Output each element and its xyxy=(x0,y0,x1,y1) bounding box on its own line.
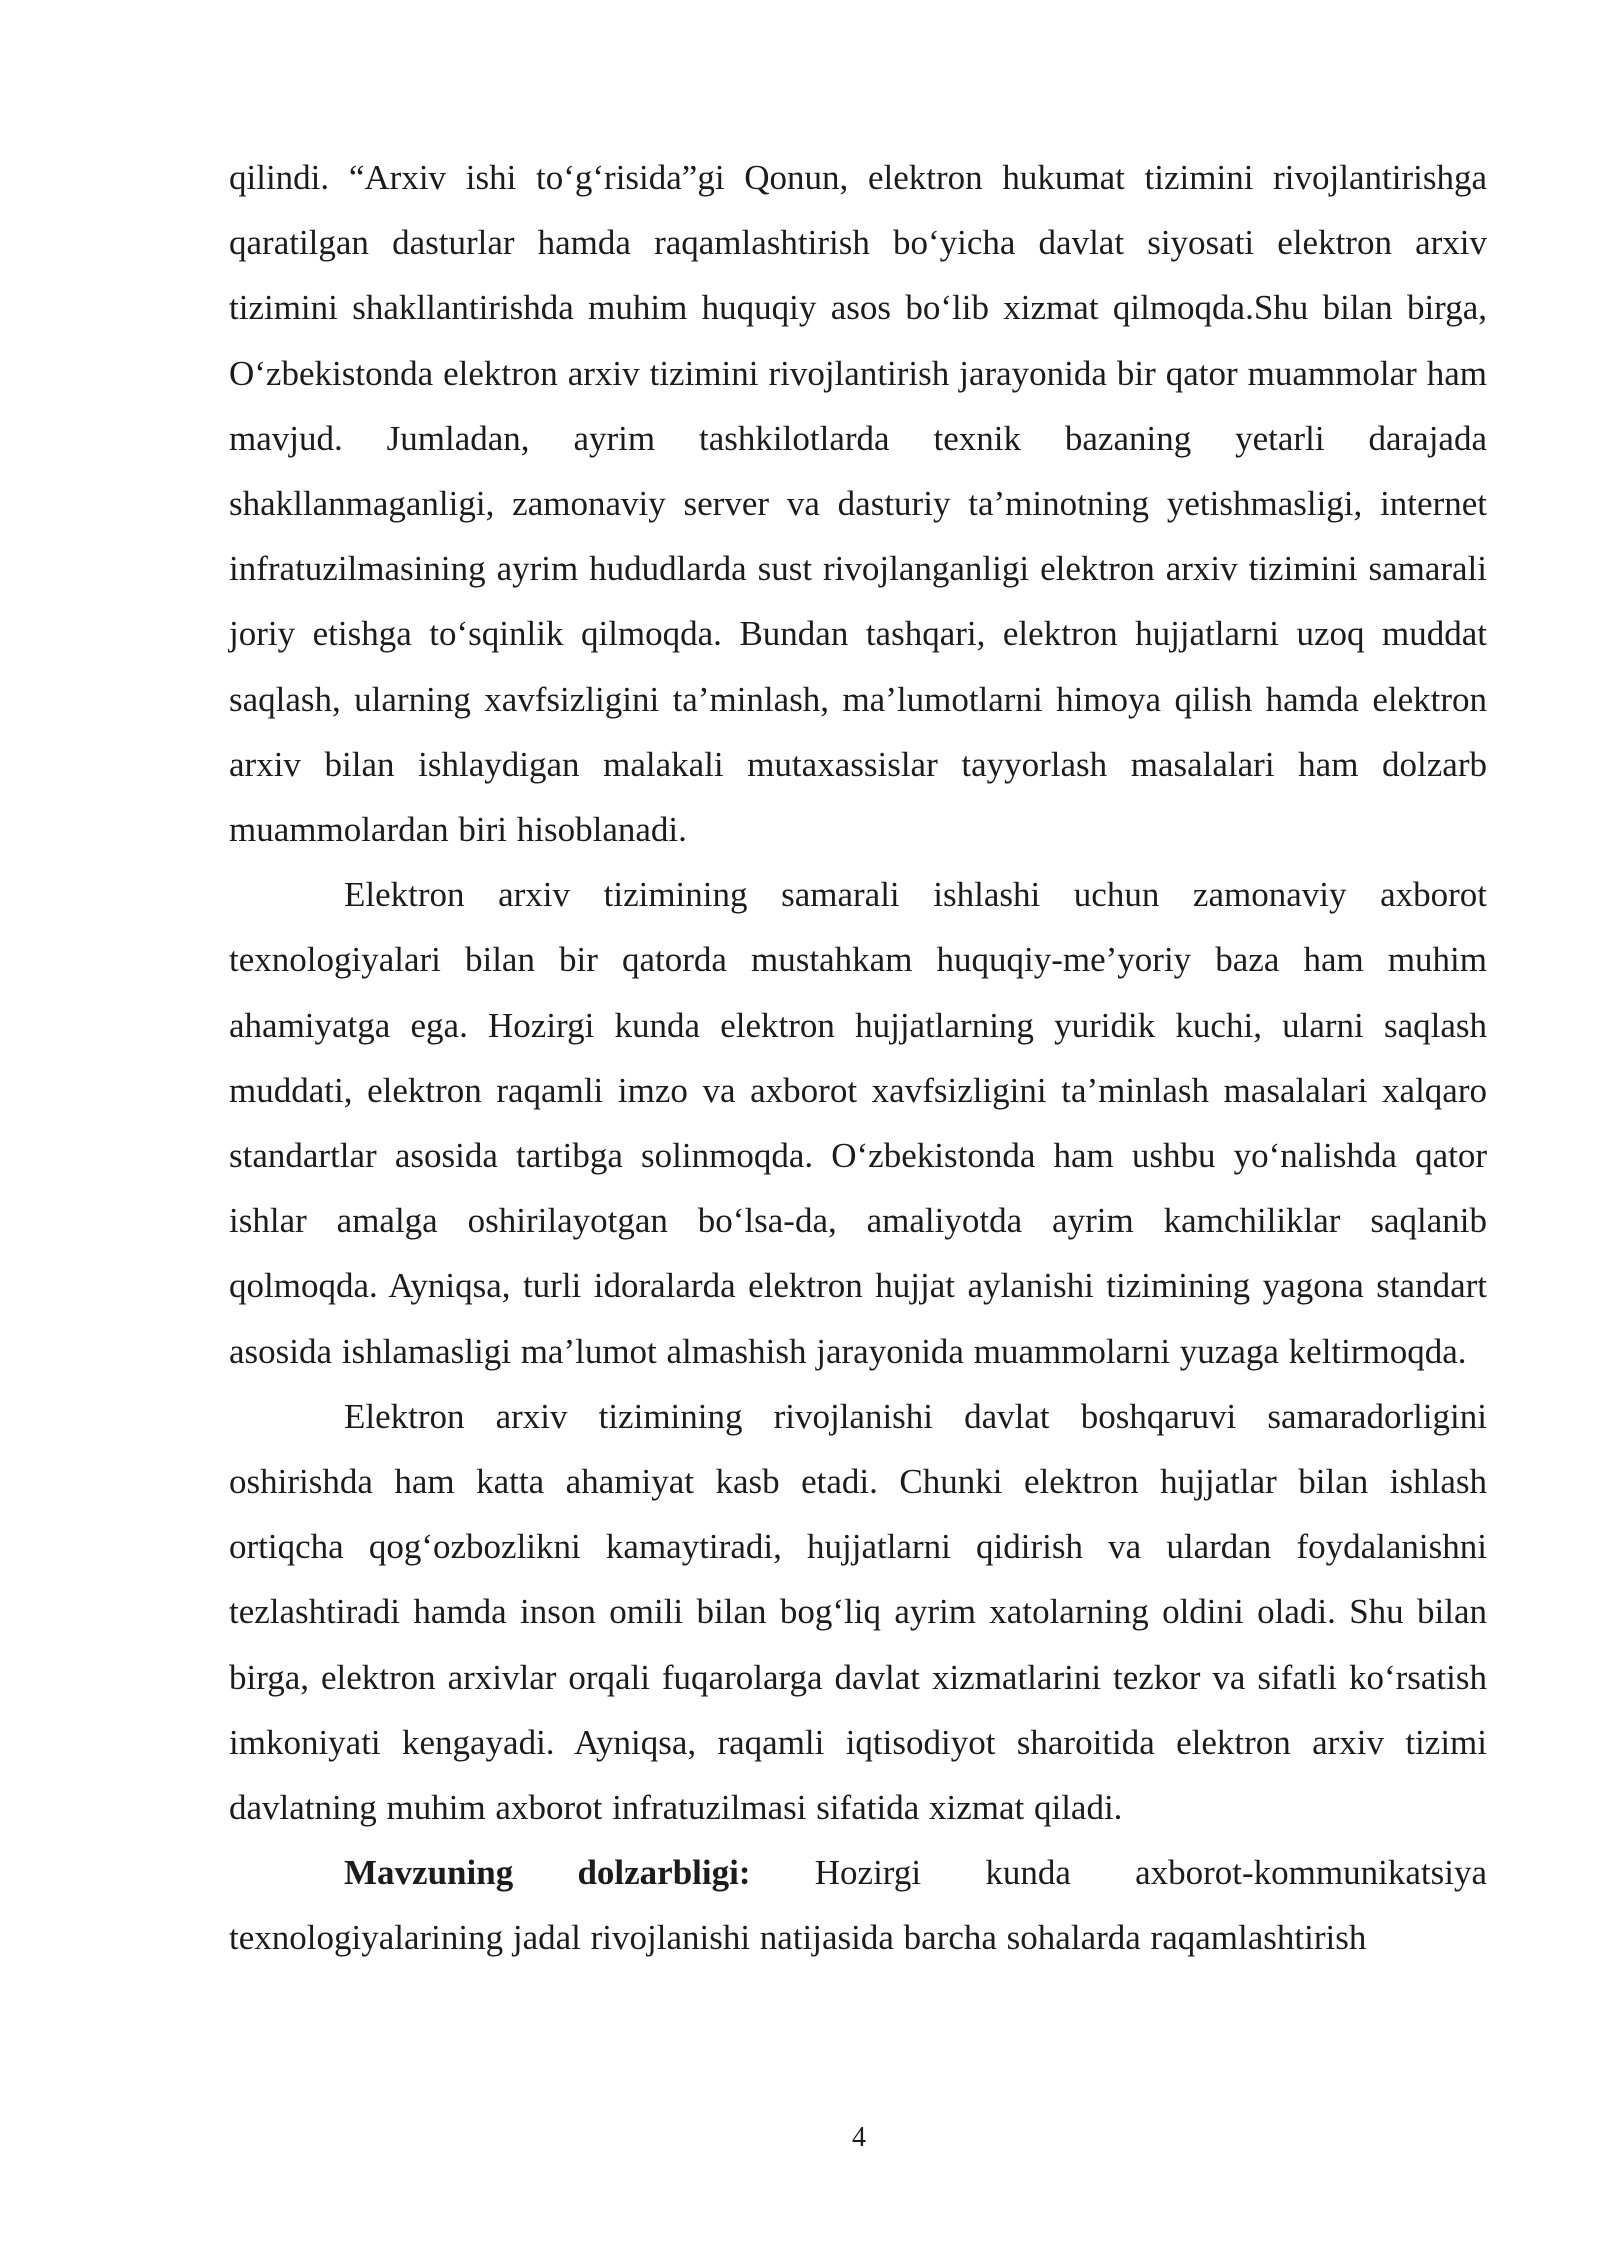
paragraph-1-text: qilindi. “Arxiv ishi to‘g‘risida”gi Qonun, elektron hukumat tizimini rivojlantirishga qaratilgan dasturlar hamda raqamlashtirish bo‘yicha davlat siyosati elektron arxiv tizimini shakllantirishda muhim huquqiy asos bo‘lib xizmat qilmoqda.Shu bilan birga, O‘zbekistonda elektron arxiv tizimini rivojlantirish jarayonida bir qator muammolar ham mavjud. Jumladan, ayrim tashkilotlarda texnik bazaning yetarli darajada shakllanmaganligi, zamonaviy server va dasturiy ta’minotning yetishmasligi, internet infratuzilmasining ayrim hududlarda sust rivojlanganligi elektron arxiv tizimini samarali joriy etishga to‘sqinlik qilmoqda. Bundan tashqari, elektron hujjatlarni uzoq muddat saqlash, ularning xavfsizligini ta’minlash, ma’lumotlarni himoya qilish hamda elektron arxiv bilan ishlaydigan malakali mutaxassislar tayyorlash masalalari ham dolzarb muammolardan biri hisoblanadi. xyxy=(229,158,1487,850)
paragraph-3-text: Elektron arxiv tizimining rivojlanishi davlat boshqaruvi samaradorligini oshirishda ham katta ahamiyat kasb etadi. Chunki elektron hujjatlar bilan ishlash ortiqcha qog‘ozbozlikni kamaytiradi, hujjatlarni qidirish va ulardan foydalanishni tezlashtiradi hamda inson omili bilan bog‘liq ayrim xatolarning oldini oladi. Shu bilan birga, elektron arxivlar orqali fuqarolarga davlat xizmatlarini tezkor va sifatli ko‘rsatish imkoniyati kengayadi. Ayniqsa, raqamli iqtisodiyot sharoitida elektron arxiv tizimi davlatning muhim axborot infratuzilmasi sifatida xizmat qiladi. xyxy=(229,1396,1487,1828)
paragraph-4-heading: Mavzuning dolzarbligi: xyxy=(344,1853,751,1893)
page-number: 4 xyxy=(852,2122,866,2153)
paragraph-2-text: Elektron arxiv tizimining samarali ishlashi uchun zamonaviy axborot texnologiyalari bilan bir qatorda mustahkam huquqiy-me’yoriy baza ham muhim ahamiyatga ega. Hozirgi kunda elektron hujjatlarning yuridik kuchi, ularni saqlash muddati, elektron raqamli imzo va axborot xavfsizligini ta’minlash masalalari xalqaro standartlar asosida tartibga solinmoqda. O‘zbekistonda ham ushbu yo‘nalishda qator ishlar amalga oshirilayotgan bo‘lsa-da, amaliyotda ayrim kamchiliklar saqlanib qolmoqda. Ayniqsa, turli idoralarda elektron hujjat aylanishi tizimining yagona standart asosida ishlamasligi ma’lumot almashish jarayonida muammolarni yuzaga keltirmoqda. xyxy=(229,875,1487,1371)
paragraph-1 xyxy=(229,145,1487,862)
paragraph-4-text: Hozirgi kunda axborot-kommunikatsiya texnologiyalarining jadal rivojlanishi natijasida barcha sohalarda raqamlashtirish xyxy=(229,1853,1487,1958)
paragraph-3 xyxy=(229,1384,1487,1840)
paragraph-2 xyxy=(229,862,1487,1384)
paragraph-4 xyxy=(229,1840,1487,1970)
body-text xyxy=(229,145,1487,1971)
